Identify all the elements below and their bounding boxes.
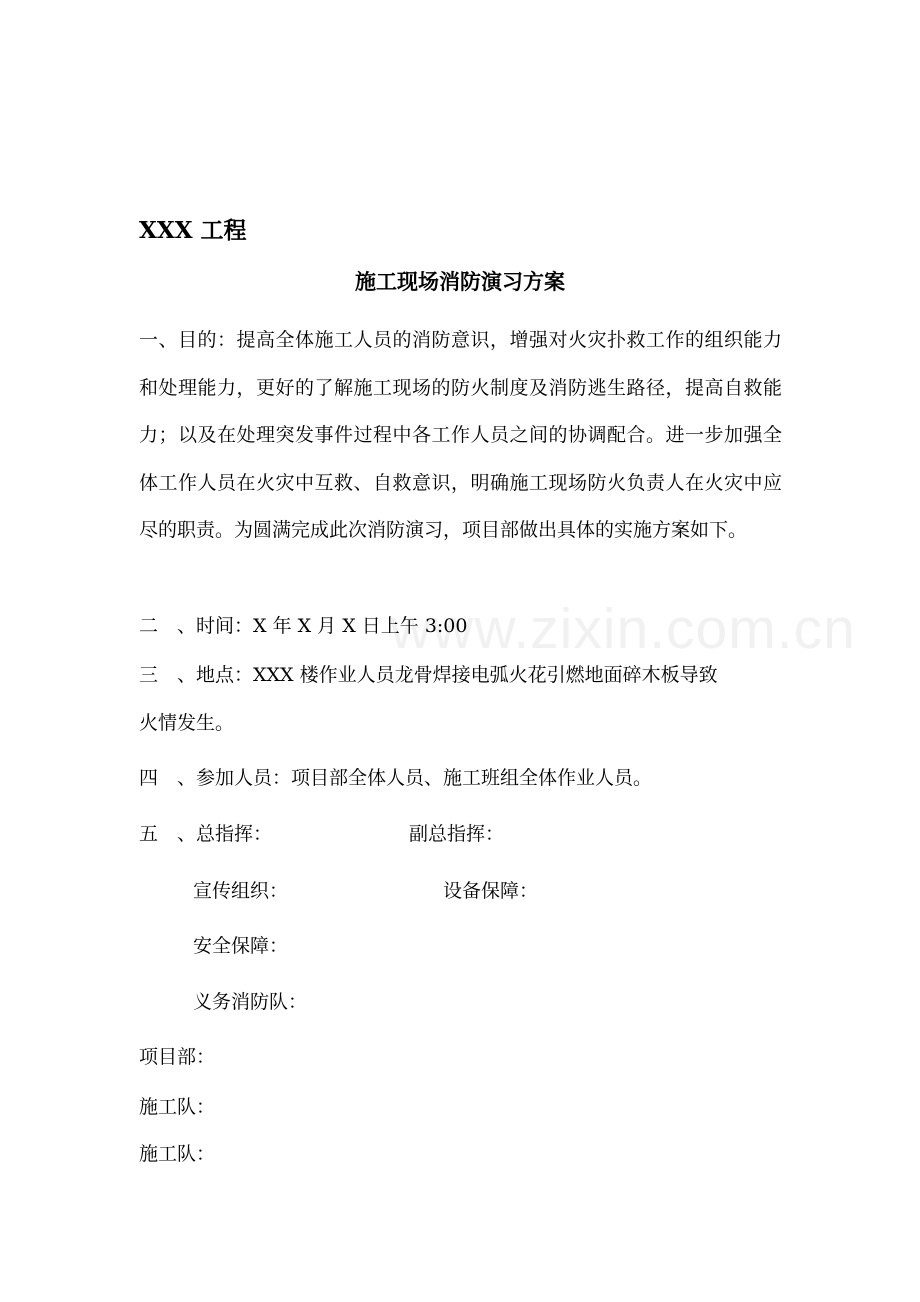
role-volunteer-fire-team: 义务消防队： xyxy=(193,991,308,1013)
document-title: 施工现场消防演习方案 xyxy=(355,269,565,294)
role-publicity: 宣传组织： xyxy=(193,880,289,902)
section-purpose: 一、目的：提高全体施工人员的消防意识，增强对火灾扑救工作的组织能力和处理能力，更好的了解施工现场的防火制度及消防逃生路径，提高自救能力；以及在处理突发事件过程中各工作人员之间的协调配合。进一步加强全体工作人员在火灾中互救、自救意识，明确施工现场防火负责人在火灾中应尽的职责。为圆满完成此次消防演习，项目部做出具体的实施方案如下。 xyxy=(139,329,782,541)
project-title: XXX 工程 xyxy=(139,217,247,244)
section-participants: 四 、参加人员：项目部全体人员、施工班组全体作业人员。 xyxy=(139,767,653,789)
role-safety: 安全保障： xyxy=(193,935,289,957)
unit-project-department: 项目部： xyxy=(139,1046,216,1068)
role-deputy-commander: 副总指挥： xyxy=(409,823,505,845)
unit-construction-team-1: 施工队： xyxy=(139,1096,216,1118)
unit-construction-team-2: 施工队： xyxy=(139,1143,216,1165)
section-time: 二 、时间：X 年 X 月 X 日上午 3:00 xyxy=(139,615,468,637)
role-equipment: 设备保障： xyxy=(443,880,539,902)
section-location-line2: 火情发生。 xyxy=(139,712,235,734)
watermark-text: www.zixin.com.cn xyxy=(390,597,856,661)
section-location-line1: 三 、地点：XXX 楼作业人员龙骨焊接电弧火花引燃地面碎木板导致 xyxy=(139,664,718,686)
role-commander: 五 、总指挥： xyxy=(139,823,273,845)
